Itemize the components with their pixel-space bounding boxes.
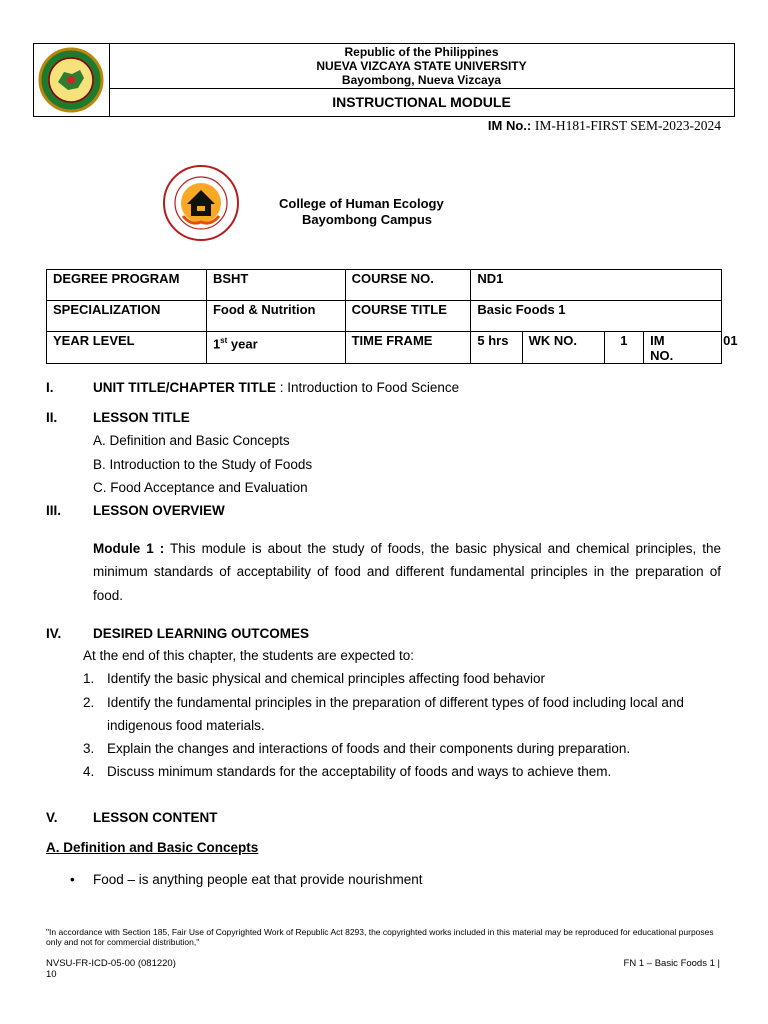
list-text: Discuss minimum standards for the acceptability of foods and ways to achieve them. bbox=[107, 764, 612, 779]
section-heading: LESSON CONTENT bbox=[93, 810, 218, 825]
university-name-block bbox=[109, 44, 734, 89]
course-no-label: COURSE NO. bbox=[345, 270, 471, 301]
section-heading bbox=[93, 380, 459, 395]
time-frame-value: 5 hrs bbox=[471, 332, 522, 364]
module-title: INSTRUCTIONAL MODULE bbox=[332, 94, 511, 110]
year-word: year bbox=[227, 336, 258, 352]
year-suffix: st bbox=[220, 336, 228, 345]
lesson-item: B. Introduction to the Study of Foods bbox=[93, 457, 313, 472]
year-value bbox=[206, 332, 345, 364]
list-number: 4. bbox=[83, 764, 95, 779]
college-block bbox=[279, 196, 444, 227]
list-number: 1. bbox=[83, 671, 95, 686]
university-header bbox=[33, 43, 735, 117]
lesson-item: C. Food Acceptance and Evaluation bbox=[93, 480, 308, 495]
unit-title-label: UNIT TITLE/CHAPTER TITLE bbox=[93, 380, 276, 395]
university-logo-cell bbox=[34, 44, 110, 116]
year-label: YEAR LEVEL bbox=[47, 332, 207, 364]
list-number: 3. bbox=[83, 741, 95, 756]
section-heading: LESSON OVERVIEW bbox=[93, 503, 225, 518]
content-subheading: A. Definition and Basic Concepts bbox=[46, 840, 259, 855]
year-number: 1 bbox=[212, 336, 221, 352]
overview-paragraph bbox=[93, 537, 721, 607]
list-text: Identify the basic physical and chemical principles affecting food behavior bbox=[107, 671, 546, 686]
section-number: V. bbox=[46, 810, 58, 825]
page-total: 10 bbox=[46, 969, 57, 980]
bullet-icon: • bbox=[70, 872, 75, 887]
list-number: 2. bbox=[83, 695, 95, 710]
im-number-value: IM-H181-FIRST SEM-2023-2024 bbox=[534, 118, 721, 133]
section-number: I. bbox=[46, 380, 54, 395]
university-address: Bayombong, Nueva Vizcaya bbox=[341, 73, 502, 87]
list-text: Explain the changes and interactions of foods and their components during preparation. bbox=[107, 741, 631, 756]
footer-left bbox=[46, 958, 176, 980]
degree-label: DEGREE PROGRAM bbox=[47, 270, 207, 301]
spec-label: SPECIALIZATION bbox=[47, 301, 207, 332]
table-row bbox=[47, 301, 722, 332]
section-heading: LESSON TITLE bbox=[93, 410, 190, 425]
time-frame-label: TIME FRAME bbox=[345, 332, 471, 364]
table-row bbox=[47, 332, 722, 364]
im-no-label: IM NO. bbox=[650, 333, 674, 363]
spec-value: Food & Nutrition bbox=[206, 301, 345, 332]
nvsu-seal-icon bbox=[34, 44, 109, 116]
lesson-item: A. Definition and Basic Concepts bbox=[93, 433, 290, 448]
outcomes-intro: At the end of this chapter, the students are expected to: bbox=[83, 648, 414, 663]
form-code: NVSU-FR-ICD-05-00 (081220) bbox=[46, 958, 176, 969]
section-number: III. bbox=[46, 503, 62, 518]
course-info-table bbox=[46, 269, 738, 364]
table-row bbox=[47, 270, 722, 301]
wk-no-value: 1 bbox=[604, 332, 643, 364]
bullet-text: Food – is anything people eat that provide nourishment bbox=[93, 872, 423, 887]
unit-title-value: : Introduction to Food Science bbox=[276, 380, 460, 395]
copyright-notice: "In accordance with Section 185, Fair Use of Copyrighted Work of Republic Act 8293, the copyrighted works included in this material may be reproduced for educational purposes only and not for commercial distribution," bbox=[46, 927, 714, 947]
im-no-value: 01 bbox=[723, 333, 738, 348]
course-title-label: COURSE TITLE bbox=[345, 301, 471, 332]
university-name: NUEVA VIZCAYA STATE UNIVERSITY bbox=[316, 59, 527, 73]
college-campus: Bayombong Campus bbox=[302, 211, 433, 227]
overview-text: This module is about the study of foods, the basic physical and chemical principles, the minimum standards of acceptability of food and different fundamental principles in the preparation of food. bbox=[93, 541, 721, 603]
degree-value: BSHT bbox=[206, 270, 345, 301]
section-number: IV. bbox=[46, 626, 62, 641]
im-number-label: IM No.: bbox=[487, 118, 532, 133]
im-number bbox=[488, 118, 721, 134]
wk-no-label: WK NO. bbox=[522, 332, 604, 364]
list-text: Identify the fundamental principles in the preparation of different types of food including local and indigenous food materials. bbox=[107, 695, 684, 733]
college-seal-icon bbox=[161, 164, 241, 242]
college-name: College of Human Ecology bbox=[279, 196, 444, 211]
course-title-value: Basic Foods 1 bbox=[471, 301, 722, 332]
section-number: II. bbox=[46, 410, 58, 425]
im-no-cell bbox=[644, 332, 738, 364]
republic-line: Republic of the Philippines bbox=[344, 45, 499, 59]
course-no-value: ND1 bbox=[471, 270, 722, 301]
overview-label: Module 1 : bbox=[93, 541, 165, 556]
section-heading: DESIRED LEARNING OUTCOMES bbox=[93, 626, 310, 641]
footer-course-ref: FN 1 – Basic Foods 1 | bbox=[623, 958, 720, 969]
